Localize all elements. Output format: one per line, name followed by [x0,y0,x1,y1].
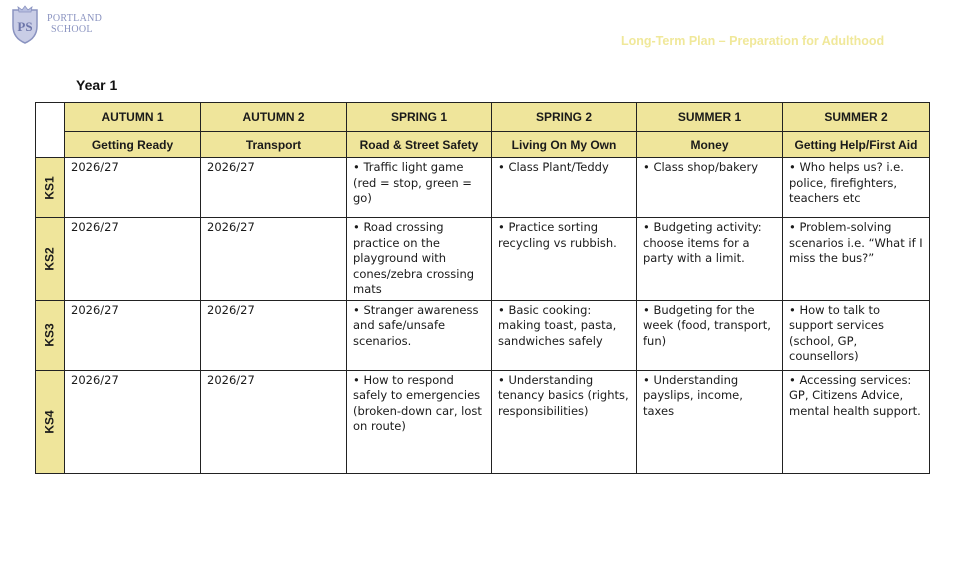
document-title: Long-Term Plan – Preparation for Adulthood [621,34,885,48]
table-cell: 2026/27 [201,218,347,301]
topic-header: Getting Help/First Aid [783,132,930,158]
table-cell: 2026/27 [201,300,347,370]
table-cell: 2026/27 [201,370,347,473]
table-row [36,218,930,301]
table-row [36,370,930,473]
table-cell: • Understanding tenancy basics (rights, responsibilities) [492,370,637,473]
term-header: SUMMER 2 [783,103,930,132]
table-cell: • Stranger awareness and safe/unsafe scenarios. [347,300,492,370]
term-header: SPRING 1 [347,103,492,132]
topic-header: Road & Street Safety [347,132,492,158]
table-cell: • Accessing services: GP, Citizens Advice, mental health support. [783,370,930,473]
table-cell: 2026/27 [65,218,201,301]
term-header: SUMMER 1 [637,103,783,132]
term-header-row [36,103,930,132]
table-row [36,300,930,370]
table-cell: • How to respond safely to emergencies (broken-down car, lost on route) [347,370,492,473]
table-row [36,158,930,218]
topic-header-row [36,132,930,158]
corner-cell [36,103,65,158]
table-cell: 2026/27 [65,300,201,370]
table-cell: • Budgeting activity: choose items for a party with a limit. [637,218,783,301]
table-cell: • Road crossing practice on the playground with cones/zebra crossing mats [347,218,492,301]
svg-text:PS: PS [17,19,33,34]
table-cell: • Class Plant/Teddy [492,158,637,218]
topic-header: Living On My Own [492,132,637,158]
school-crest-icon [10,4,40,44]
key-stage-label: KS3 [36,300,65,370]
topic-header: Getting Ready [65,132,201,158]
table-cell: • Who helps us? i.e. police, firefighters, teachers etc [783,158,930,218]
table-cell: • Problem-solving scenarios i.e. “What if I miss the bus?” [783,218,930,301]
table-cell: • Traffic light game (red = stop, green = go) [347,158,492,218]
term-header: AUTUMN 1 [65,103,201,132]
table-cell: • Practice sorting recycling vs rubbish. [492,218,637,301]
table-cell: • Basic cooking: making toast, pasta, sandwiches safely [492,300,637,370]
long-term-plan-table [35,102,930,474]
term-header: SPRING 2 [492,103,637,132]
table-cell: 2026/27 [65,370,201,473]
year-label: Year 1 [76,77,118,93]
table-cell: • Understanding payslips, income, taxes [637,370,783,473]
logo-line-2: SCHOOL [51,24,93,35]
table-cell: 2026/27 [201,158,347,218]
table-cell: 2026/27 [65,158,201,218]
key-stage-label: KS4 [36,370,65,473]
key-stage-label: KS1 [36,158,65,218]
table-cell: • How to talk to support services (school, GP, counsellors) [783,300,930,370]
topic-header: Money [637,132,783,158]
key-stage-label: KS2 [36,218,65,301]
logo-line-1: PORTLAND [47,13,103,24]
term-header: AUTUMN 2 [201,103,347,132]
table-cell: • Class shop/bakery [637,158,783,218]
table-cell: • Budgeting for the week (food, transport, fun) [637,300,783,370]
school-logo [10,4,120,46]
topic-header: Transport [201,132,347,158]
